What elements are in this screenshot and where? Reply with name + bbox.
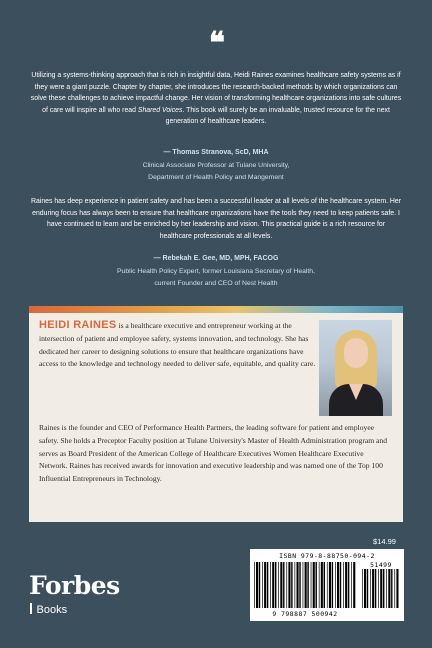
barcode-bar <box>272 562 274 608</box>
barcode-addon-bars <box>362 569 400 608</box>
barcode-bar <box>386 569 387 608</box>
isbn-number: ISBN 979-8-88750-094-2 <box>279 552 375 560</box>
barcode-bars <box>254 562 356 608</box>
author-bio-panel <box>29 306 403 522</box>
barcode-bar <box>291 562 292 608</box>
barcode-bar <box>280 562 282 608</box>
barcode-addon-number: 51499 <box>370 561 392 569</box>
barcode-bar <box>297 562 299 608</box>
publisher-logo: Forbes <box>29 571 120 600</box>
barcode-bar <box>332 562 333 608</box>
barcode-bar <box>343 562 344 608</box>
barcode-bar <box>283 562 284 608</box>
barcode-bar <box>275 562 276 608</box>
decorative-stripe <box>29 306 403 313</box>
barcode-bar <box>254 562 255 608</box>
barcode-bar <box>367 569 368 608</box>
praise-affiliation-1a: Clinical Associate Professor at Tulane University, <box>142 162 290 169</box>
barcode-bar <box>259 562 260 608</box>
publisher-imprint <box>30 603 67 616</box>
barcode-bar <box>264 562 266 608</box>
barcode-bar <box>295 562 296 608</box>
praise-affiliation-2a: Public Health Policy Expert, former Louisiana Secretary of Health, <box>117 268 315 275</box>
quote-icon: ❝ <box>208 26 224 61</box>
barcode-bar <box>303 562 304 608</box>
barcode-bar <box>321 562 323 608</box>
barcode-bar <box>316 562 317 608</box>
barcode-bar <box>335 562 336 608</box>
barcode-bar <box>307 562 308 608</box>
barcode-bar <box>372 569 374 608</box>
barcode-bar <box>270 562 271 608</box>
barcode-bar <box>256 562 258 608</box>
barcode-bar <box>262 562 263 608</box>
barcode-bar <box>383 569 384 608</box>
barcode-bar <box>396 569 398 608</box>
barcode-bar <box>364 569 366 608</box>
praise-affiliation-1b: Department of Health Policy and Mangement <box>148 174 284 181</box>
barcode-bar <box>391 569 392 608</box>
barcode-bar <box>353 562 355 608</box>
barcode-bar <box>394 569 395 608</box>
barcode-bar <box>311 562 312 608</box>
price: $14.99 <box>373 537 396 546</box>
barcode-bar <box>267 562 268 608</box>
author-photo <box>319 320 392 416</box>
barcode-bar <box>340 562 341 608</box>
author-name: HEIDI RAINES <box>39 319 117 331</box>
praise-quote-2: Raines has deep experience in patient safety and has been a successful leader at all levels of the healthcare system. Her enduring focus has always been to ensure that healthcare organizations have the tools they need to keep patients safe. I have continued to learn and be enriched by her leadership and vision. This practical guide is a rich resource for healthcare professionals at all levels. <box>30 198 401 240</box>
barcode-bar <box>348 562 349 608</box>
divider-bar <box>30 603 32 614</box>
barcode-bar <box>313 562 315 608</box>
bio-paragraph-1 <box>39 319 321 371</box>
barcode-bar <box>288 562 290 608</box>
barcode-bar <box>286 562 287 608</box>
barcode-bar <box>388 569 390 608</box>
praise-author-1: — Thomas Stranova, ScD, MHA <box>163 149 269 156</box>
isbn-barcode <box>250 549 404 621</box>
imprint-label: Books <box>36 604 68 616</box>
ean-number: 9 798887 500942 <box>272 610 338 618</box>
barcode-bar <box>380 569 382 608</box>
barcode-bar <box>329 562 331 608</box>
barcode-bar <box>378 569 379 608</box>
barcode-bar <box>319 562 320 608</box>
barcode-bar <box>345 562 347 608</box>
barcode-bar <box>337 562 339 608</box>
praise-affiliation-2b: current Founder and CEO of Nest Health <box>154 280 278 287</box>
barcode-bar <box>278 562 279 608</box>
barcode-bar <box>362 569 363 608</box>
barcode-bar <box>324 562 325 608</box>
praise-author-2: — Rebekah E. Gee, MD, MPH, FACOG <box>153 255 279 262</box>
bio-paragraph-1-text: is a healthcare executive and entrepreneur working at the intersection of patient and employee safety, systems innovation, and technology. She has dedicated her career to designing solutions to ensure that healthcare organizations have access to the knowledge and technology needed to deliver safe, equitable, and quality care. <box>39 321 316 369</box>
barcode-bar <box>351 562 352 608</box>
praise-quote-1: Utilizing a systems-thinking approach that is rich in insightful data, Heidi Raines examines healthcare safety systems as if they were a giant puzzle. Chapter by chapter, she introduces the research-backed methods by which organizations can solve these challenges to achieve impactful change. Her vision of transforming healthcare organizations into safe cultures of care will inspire all who read Shared Voices. This book will surely be an invaluable, trusted resource for the next generation of healthcare leaders. <box>30 72 402 126</box>
barcode-bar <box>305 562 307 608</box>
barcode-bar <box>299 562 300 608</box>
barcode-bar <box>327 562 328 608</box>
barcode-bar <box>370 569 371 608</box>
barcode-bar <box>375 569 376 608</box>
bio-paragraph-2: Raines is the founder and CEO of Performance Health Partners, the leading software for patient and employee safety. She holds a Preceptor Faculty position at Tulane University's Master of Health Administration program and serves as Board President of the American College of Healthcare Executives Women Healthcare Executive Network. Raines has received awards for innovation and executive leadership and was named one of the Top 100 Influential Entrepreneurs in Technology. <box>39 423 388 484</box>
